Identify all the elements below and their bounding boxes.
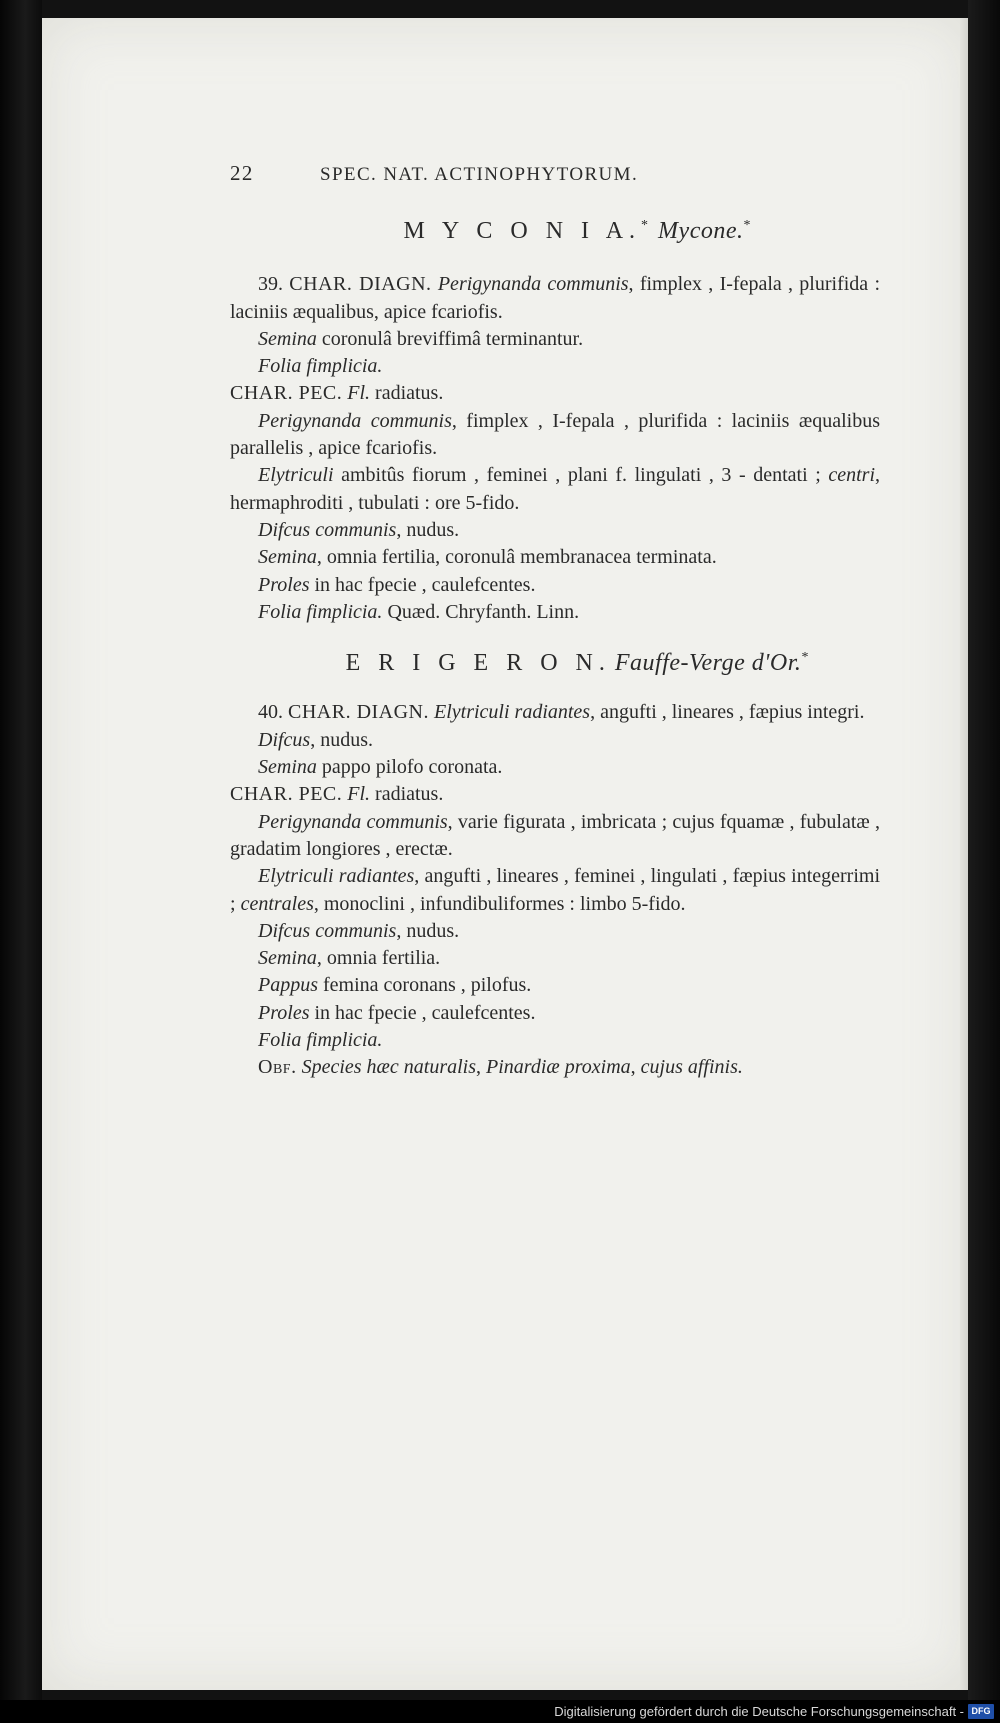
description-text: coronulâ breviffimâ terminantur. bbox=[316, 327, 584, 350]
italic-term: Elytriculi radiantes bbox=[258, 865, 415, 888]
left-book-edge bbox=[0, 0, 42, 1723]
species-entry bbox=[230, 699, 880, 726]
description-line bbox=[230, 408, 880, 463]
italic-term: Fl. bbox=[347, 783, 371, 806]
vernacular-name: Fauffe-Verge d'Or. bbox=[614, 650, 802, 677]
italic-term: centrales bbox=[240, 892, 314, 915]
italic-term: Difcus communis bbox=[258, 919, 397, 942]
italic-term: Semina bbox=[258, 546, 317, 569]
italic-term: Semina bbox=[258, 327, 317, 350]
description-line bbox=[230, 918, 880, 945]
description-line bbox=[230, 754, 880, 781]
description-line bbox=[230, 599, 880, 626]
description-line bbox=[230, 727, 880, 754]
description-line bbox=[230, 572, 880, 599]
italic-term: Fl. bbox=[347, 382, 371, 405]
right-book-edge bbox=[968, 0, 1000, 1700]
sections bbox=[230, 212, 880, 1082]
description-text: ambitûs fiorum , feminei , plani f. lingulati , 3 - dentati ; bbox=[333, 464, 829, 487]
description-line bbox=[230, 353, 880, 380]
description-text: femina coronans , pilofus. bbox=[318, 974, 532, 997]
italic-term: Proles bbox=[258, 1001, 310, 1024]
italic-term: Pinardiæ proxima bbox=[486, 1056, 631, 1079]
character-label: Obf. bbox=[258, 1056, 297, 1079]
description-text: in hac fpecie , caulefcentes. bbox=[309, 1001, 536, 1024]
dfg-logo: DFG bbox=[968, 1704, 994, 1719]
description-line bbox=[230, 380, 880, 407]
description-line bbox=[230, 462, 880, 517]
digitization-footer bbox=[0, 1700, 1000, 1723]
italic-term: Elytriculi radiantes bbox=[434, 701, 591, 724]
italic-term: Perigynanda communis bbox=[258, 810, 448, 833]
description-text: radiatus. bbox=[370, 783, 444, 806]
description-text: , nudus. bbox=[310, 728, 374, 751]
genus-name: M Y C O N I A. bbox=[403, 218, 642, 244]
description-line bbox=[230, 809, 880, 864]
page-content bbox=[230, 160, 880, 1082]
italic-term: Folia fimplicia. bbox=[258, 1029, 383, 1052]
italic-term: Folia fimplicia. bbox=[258, 600, 383, 623]
footer-credit: Digitalisierung gefördert durch die Deutsche Forschungsgemeinschaft - bbox=[554, 1704, 964, 1719]
vernacular-marker: * bbox=[743, 218, 757, 233]
description-line bbox=[230, 781, 880, 808]
description-text: , angufti , lineares , feminei , lingulati , fæpius integerrimi ; bbox=[230, 865, 881, 915]
italic-term: Pappus bbox=[258, 974, 318, 997]
description-line bbox=[230, 972, 880, 999]
description-text: radiatus. bbox=[370, 382, 444, 405]
italic-term: Difcus communis bbox=[258, 518, 397, 541]
description-line bbox=[230, 1000, 880, 1027]
italic-term: Species hæc naturalis bbox=[301, 1056, 477, 1079]
description-line bbox=[230, 1027, 880, 1054]
entry-number: 40. bbox=[258, 701, 283, 724]
vernacular-marker: * bbox=[801, 650, 815, 666]
description-text: , bbox=[476, 1056, 487, 1079]
italic-term: Elytriculi bbox=[258, 464, 334, 487]
description-line bbox=[230, 945, 880, 972]
italic-term: Semina bbox=[258, 756, 317, 779]
character-label: CHAR. DIAGN. bbox=[288, 701, 429, 724]
genus-marker: * bbox=[641, 218, 655, 233]
description-text: , fimplex , I-fepala , plurifida : laciniis æqualibus parallelis , apice fcariofis. bbox=[230, 409, 880, 460]
description-text: Quæd. Chryfanth. Linn. bbox=[382, 600, 580, 623]
description-text: , nudus. bbox=[396, 518, 460, 541]
description-text: , omnia fertilia. bbox=[316, 947, 441, 970]
description-line bbox=[230, 863, 880, 918]
description-text: , hermaphroditi , tubulati : ore 5-fido. bbox=[230, 464, 880, 514]
description-text: , fimplex , I-fepala , plurifida : laciniis æqualibus, apice fcariofis. bbox=[230, 273, 881, 323]
italic-term: Difcus bbox=[258, 728, 311, 751]
description-line bbox=[230, 326, 880, 353]
vernacular-name: Mycone. bbox=[658, 218, 744, 244]
description-text: , angufti , lineares , fæpius integri. bbox=[590, 701, 865, 724]
description-text: , omnia fertilia, coronulâ membranacea terminata. bbox=[316, 546, 717, 569]
description-text: , bbox=[630, 1056, 641, 1079]
species-entry bbox=[230, 271, 880, 326]
page-number: 22 bbox=[230, 161, 254, 185]
description-text: , varie figurata , imbricata ; cujus fquamæ , fubulatæ , gradatim longiores , erectæ. bbox=[230, 810, 881, 860]
genus-heading bbox=[230, 212, 880, 245]
character-label: CHAR. PEC. bbox=[230, 783, 343, 806]
italic-term: Semina bbox=[258, 947, 317, 970]
italic-term: Perigynanda communis bbox=[258, 409, 452, 432]
character-label: CHAR. DIAGN. bbox=[289, 273, 432, 296]
italic-term: Folia fimplicia. bbox=[258, 355, 383, 378]
running-title: SPEC. NAT. ACTINOPHYTORUM. bbox=[320, 164, 639, 185]
italic-term: Proles bbox=[258, 573, 310, 596]
description-line bbox=[230, 1054, 880, 1081]
character-label: CHAR. PEC. bbox=[230, 382, 343, 405]
running-head bbox=[230, 160, 880, 196]
italic-term: centri bbox=[828, 464, 875, 487]
description-text: , nudus. bbox=[396, 919, 460, 942]
description-text: pappo pilofo coronata. bbox=[316, 756, 503, 779]
description-text: in hac fpecie , caulefcentes. bbox=[309, 573, 536, 596]
description-text: , monoclini , infundibuliformes : limbo 5-fido. bbox=[313, 892, 686, 915]
genus-name: E R I G E R O N. bbox=[345, 650, 611, 677]
italic-term: Perigynanda communis bbox=[437, 273, 629, 296]
italic-term: cujus affinis. bbox=[640, 1056, 743, 1079]
description-line bbox=[230, 544, 880, 571]
genus-heading bbox=[230, 644, 880, 677]
description-line bbox=[230, 517, 880, 544]
entry-number: 39. bbox=[258, 273, 283, 296]
